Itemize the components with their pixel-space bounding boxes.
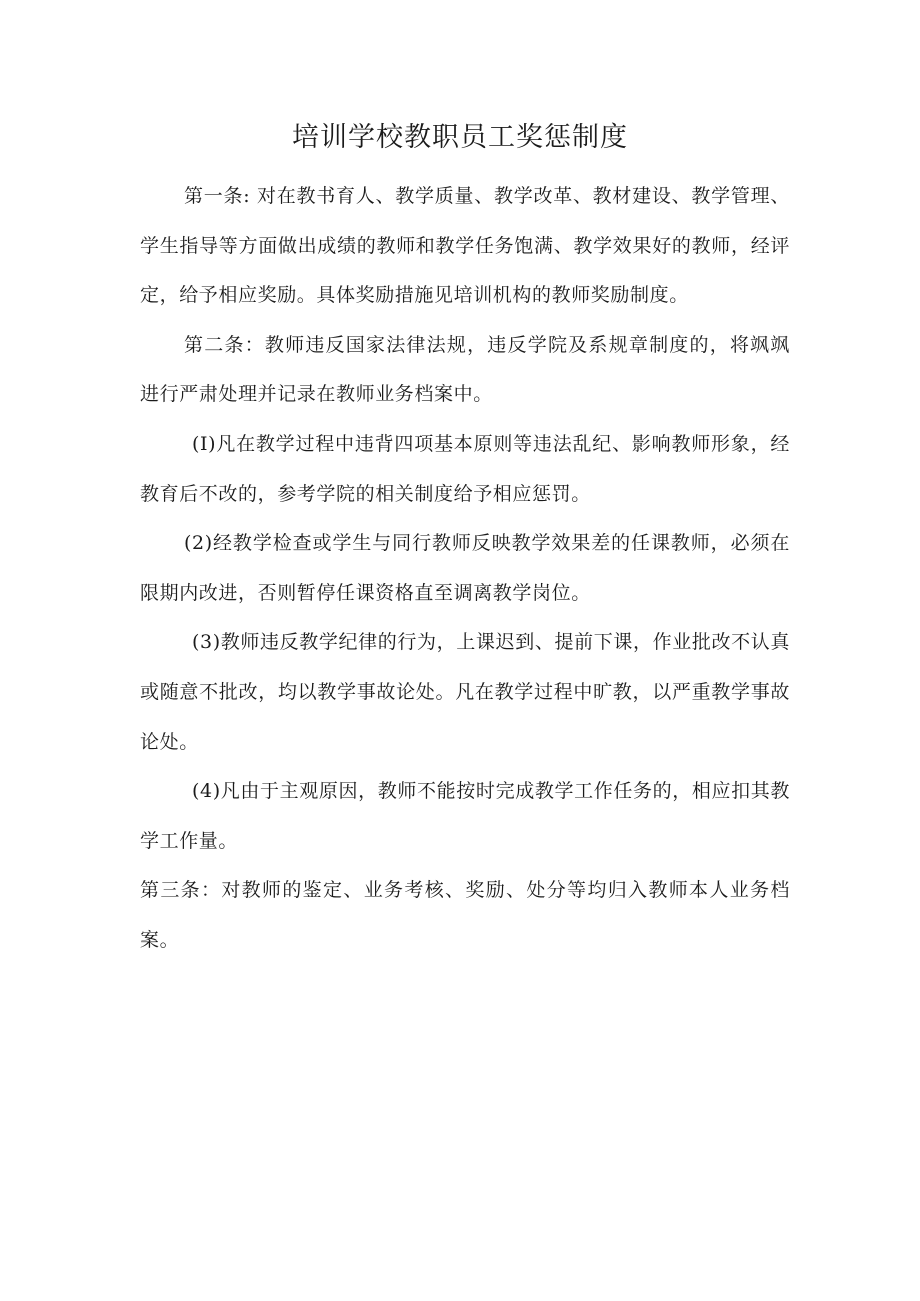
article-2-paragraph: 第二条：教师违反国家法律法规，违反学院及系规章制度的，将飒飒进行严肃处理并记录在教师业务档案中。 [140, 333, 790, 406]
document-body [140, 172, 790, 966]
clause-3-paragraph: (3)教师违反教学纪律的行为，上课迟到、提前下课，作业批改不认真或随意不批改，均以教学事故论处。凡在教学过程中旷教，以严重教学事故论处。 [140, 631, 790, 753]
clause-1-paragraph: (I)凡在教学过程中违背四项基本原则等违法乱纪、影响教师形象，经教育后不改的，参考学院的相关制度给予相应惩罚。 [140, 432, 790, 505]
article-1-paragraph: 第一条: 对在教书育人、教学质量、教学改革、教材建设、教学管理、学生指导等方面做出成绩的教师和教学任务饱满、教学效果好的教师，经评定，给予相应奖励。具体奖励措施见培训机构的教师奖励制度。 [140, 185, 790, 307]
clause-2-paragraph: (2)经教学检查或学生与同行教师反映教学效果差的任课教师，必须在限期内改进，否则暂停任课资格直至调离教学岗位。 [140, 532, 790, 604]
article-3-paragraph: 第三条：对教师的鉴定、业务考核、奖励、处分等均归入教师本人业务档案。 [140, 879, 790, 951]
document-title: 培训学校教职员工奖惩制度 [292, 122, 628, 153]
clause-4-paragraph: (4)凡由于主观原因，教师不能按时完成教学工作任务的，相应扣其教学工作量。 [140, 780, 790, 852]
